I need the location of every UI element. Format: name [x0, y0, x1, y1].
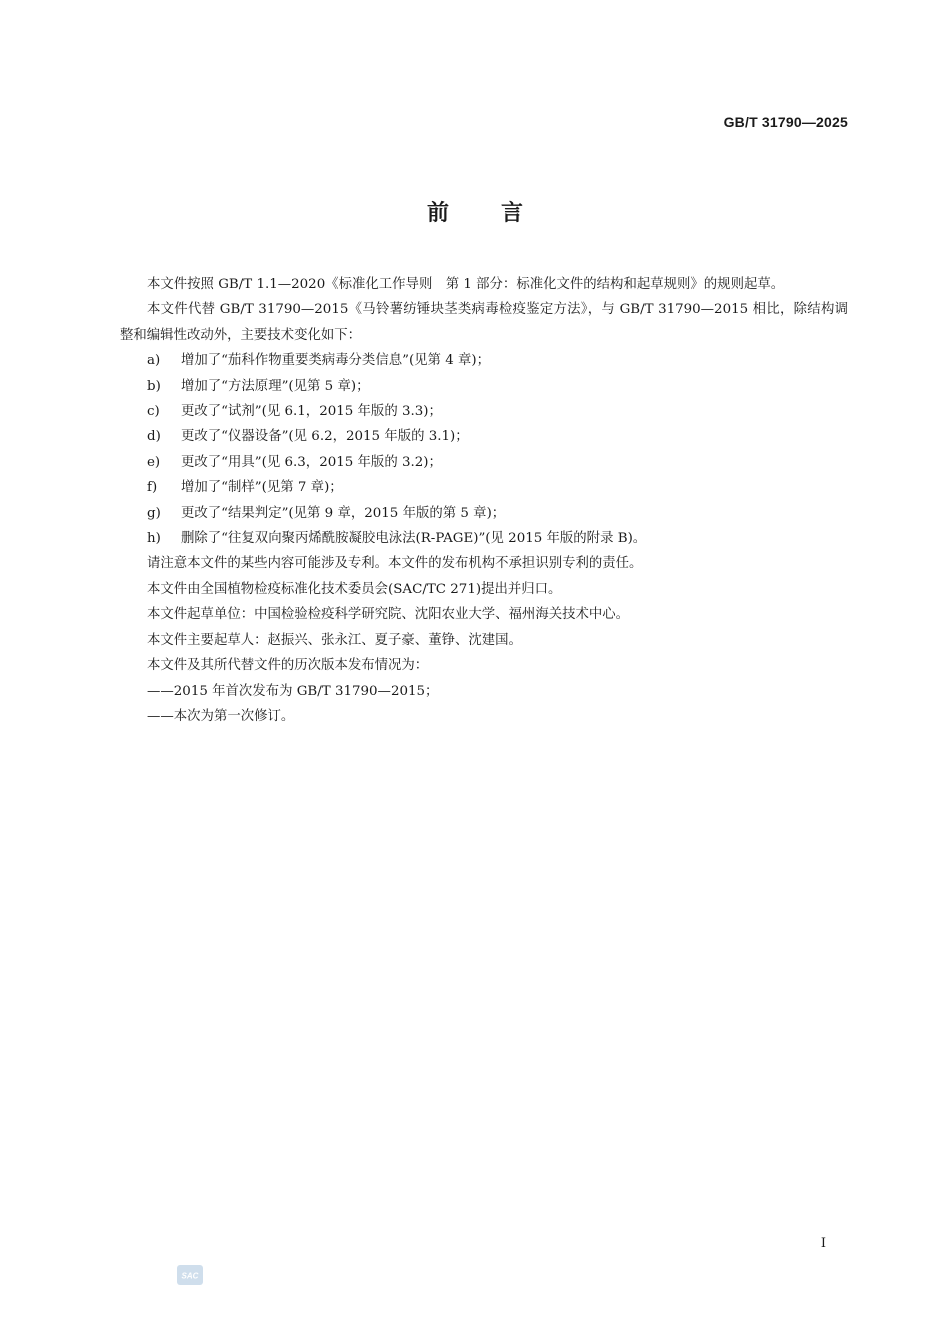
intro-paragraph: 本文件代替 GB/T 31790—2015《马铃薯纺锤块茎类病毒检疫鉴定方法》，与 GB/T 31790—2015 相比，除结构调整和编辑性改动外，主要技术变化如下：: [120, 302, 848, 343]
history-item: ——本次为第一次修订。: [147, 708, 295, 724]
list-item: [120, 399, 848, 424]
changes-list: [120, 348, 848, 551]
list-marker: e): [147, 454, 161, 470]
page-title: 前言: [426, 201, 575, 226]
logo-text: SAC: [181, 1271, 199, 1281]
list-marker: b): [147, 378, 161, 394]
list-marker: h): [147, 531, 161, 547]
list-marker: g): [147, 505, 161, 521]
list-marker: d): [147, 429, 161, 445]
list-item-text: 增加了“方法原理”(见第 5 章)；: [181, 378, 370, 394]
list-item-text: 更改了“试剂”(见 6.1，2015 年版的 3.3)；: [181, 404, 442, 420]
history-intro: 本文件及其所代替文件的历次版本发布情况为：: [147, 658, 429, 674]
list-item-text: 更改了“仪器设备”(见 6.2，2015 年版的 3.1)；: [181, 429, 469, 445]
proposer-statement: 本文件由全国植物检疫标准化技术委员会(SAC/TC 271)提出并归口。: [147, 581, 562, 597]
patent-notice: 请注意本文件的某些内容可能涉及专利。本文件的发布机构不承担识别专利的责任。: [147, 556, 643, 572]
drafters: 本文件主要起草人：赵振兴、张永江、夏子豪、董铮、沈建国。: [147, 632, 522, 648]
list-item-text: 更改了“结果判定”(见第 9 章，2015 年版的第 5 章)；: [181, 505, 506, 521]
list-item: [120, 374, 848, 399]
sac-logo-icon: [177, 1265, 203, 1285]
list-item: [120, 475, 848, 500]
list-marker: a): [147, 353, 161, 369]
drafting-units: 本文件起草单位：中国检验检疫科学研究院、沈阳农业大学、福州海关技术中心。: [147, 607, 630, 623]
list-item: [120, 450, 848, 475]
document-code: GB/T 31790—2025: [723, 114, 848, 130]
history-item: ——2015 年首次发布为 GB/T 31790—2015；: [147, 683, 439, 699]
list-item: [120, 501, 848, 526]
intro-paragraph: 本文件按照 GB/T 1.1—2020《标准化工作导则 第 1 部分：标准化文件的结构和起草规则》的规则起草。: [147, 277, 785, 292]
list-item-text: 删除了“往复双向聚丙烯酰胺凝胶电泳法(R-PAGE)”(见 2015 年版的附录 B)。: [181, 531, 647, 547]
page-number: I: [820, 1236, 826, 1251]
list-marker: f): [147, 480, 158, 496]
list-item: [120, 348, 848, 373]
list-marker: c): [147, 404, 160, 420]
list-item: [120, 526, 848, 551]
list-item-text: 增加了“茄科作物重要类病毒分类信息”(见第 4 章)；: [181, 353, 490, 369]
list-item: [120, 424, 848, 449]
list-item-text: 更改了“用具”(见 6.3，2015 年版的 3.2)；: [181, 454, 442, 470]
foreword-body: [120, 272, 848, 729]
list-item-text: 增加了“制样”(见第 7 章)；: [181, 480, 343, 496]
